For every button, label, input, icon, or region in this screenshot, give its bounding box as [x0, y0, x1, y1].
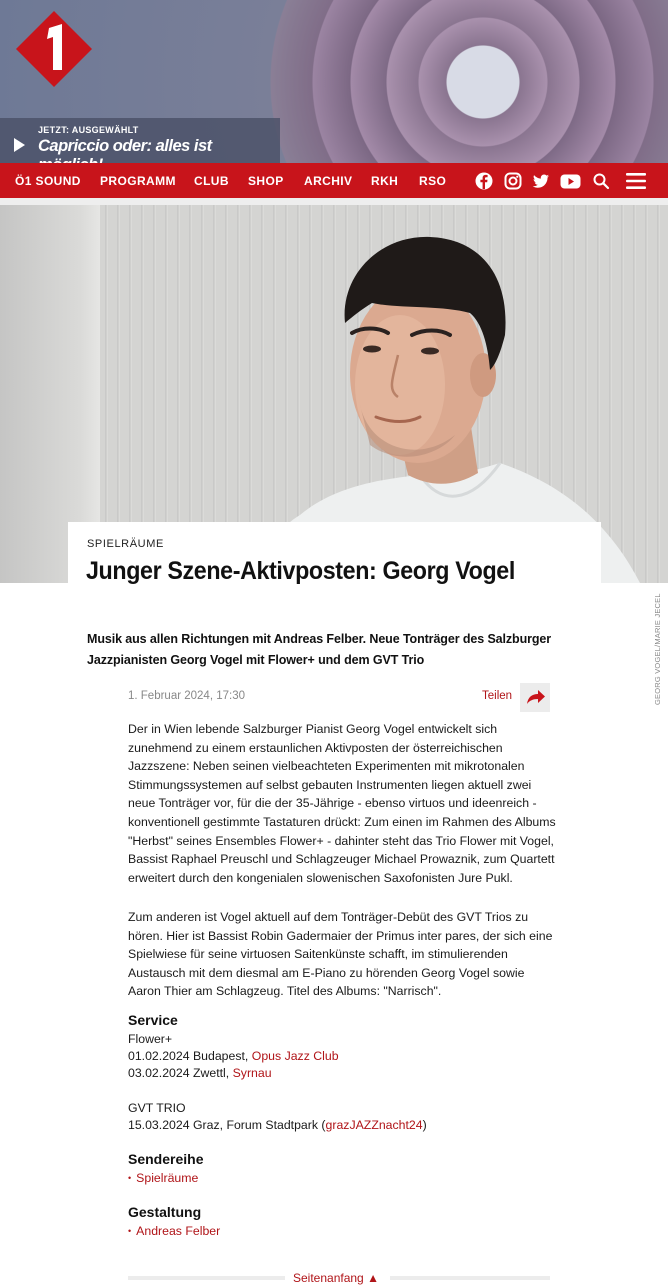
service-date-text: 03.02.2024 Zwettl, [128, 1066, 233, 1080]
gestaltung-link[interactable] [128, 1224, 220, 1238]
venue-link[interactable]: grazJAZZnacht24 [325, 1118, 423, 1132]
gestaltung-heading: Gestaltung [128, 1204, 202, 1220]
facebook-icon[interactable] [475, 172, 493, 190]
article-paragraph: Zum anderen ist Vogel aktuell auf dem Tonträger-Debüt des GVT Trios zu hören. Hier ist Bassist Robin Gadermaier der Primus inter pares, der sich eine Spielwiese für seine virtuosen Saitenkünste schafft, im stimulierenden Austausch mit dem diesmal am E-Piano zu hörenden Georg Vogel sowie Aaron Thier am Schlagzeug. Titel des Albums: "Narrisch". [128, 910, 553, 999]
article-date: 1. Februar 2024, 17:30 [128, 690, 245, 702]
play-icon[interactable] [14, 138, 25, 152]
search-icon[interactable] [592, 172, 610, 190]
nav-item-archiv[interactable]: ARCHIV [304, 174, 353, 188]
sendereihe-link-label[interactable]: Spielräume [136, 1171, 199, 1185]
service-date-line [128, 1049, 339, 1063]
gestaltung-link-label[interactable]: Andreas Felber [136, 1224, 221, 1238]
article-lead: Musik aus allen Richtungen mit Andreas Felber. Neue Tonträger des Salzburger Jazzpianisten Georg Vogel mit Flower+ und dem GVT Trio [87, 632, 552, 667]
oe1-logo[interactable] [15, 10, 93, 88]
article-paragraph: Der in Wien lebende Salzburger Pianist Georg Vogel entwickelt sich zunehmend zu einem erstaunlichen Aktivposten der österreichischen Jazzszene: Neben seinen vielbeachteten Experimenten mit mikrotonalen Stimmungssystemen auf selbst gebauten Instrumenten liegen aktuell zwei neue Tonträger vor, für die der 35-Jährige - ebenso virtuos und ideenreich - konventionell gestimmte Tastaturen drückt: Zum einen im Rahmen des Albums "Herbst" seines Ensembles Flower+ - dahinter steht das Trio Flower mit Vogel, Bassist Raphael Preuschl und Schlagzeuger Michael Prowaznik, zum Quartett erweitert durch den kongenialen slowenischen Saxofonisten Jure Pukl. [128, 722, 556, 885]
nav-item-shop[interactable]: SHOP [248, 174, 284, 188]
bullet-icon: • [128, 1226, 132, 1236]
photo-credit: GEORG VOGEL/MARIE JECEL [653, 593, 662, 705]
nav-item-programm[interactable]: PROGRAMM [100, 174, 176, 188]
venue-link[interactable]: Opus Jazz Club [251, 1049, 339, 1063]
service-date-line [128, 1118, 427, 1132]
service-group-title: Flower+ [128, 1032, 173, 1046]
nav-item-oe1-sound[interactable]: Ö1 SOUND [15, 174, 81, 188]
back-to-top-link[interactable]: Seitenanfang ▲ [293, 1271, 379, 1285]
service-date-text: 15.03.2024 Graz, Forum Stadtpark ( [128, 1118, 326, 1132]
article-title: Junger Szene-Aktivposten: Georg Vogel [86, 557, 515, 585]
youtube-icon[interactable] [560, 172, 581, 190]
sendereihe-link[interactable] [128, 1171, 198, 1185]
article-rubric[interactable]: SPIELRÄUME [87, 538, 164, 550]
menu-icon[interactable] [625, 171, 647, 191]
service-date-line [128, 1066, 272, 1080]
instagram-icon[interactable] [504, 172, 522, 190]
service-group-title: GVT TRIO [128, 1101, 186, 1115]
divider [390, 1276, 550, 1280]
nav-item-rkh[interactable]: RKH [371, 174, 399, 188]
twitter-icon[interactable] [532, 172, 550, 190]
venue-link[interactable]: Syrnau [232, 1066, 272, 1080]
service-heading: Service [128, 1012, 178, 1028]
nav-item-club[interactable]: CLUB [194, 174, 229, 188]
main-navigation [0, 163, 668, 198]
nav-divider [0, 198, 668, 205]
now-playing-bar[interactable] [0, 118, 280, 163]
nav-item-rso[interactable]: RSO [419, 174, 447, 188]
sendereihe-heading: Sendereihe [128, 1151, 204, 1167]
divider [128, 1276, 285, 1280]
share-arrow-icon [520, 683, 550, 712]
bullet-icon: • [128, 1173, 132, 1183]
share-link[interactable]: Teilen [482, 690, 513, 702]
now-playing-label: JETZT: AUSGEWÄHLT [38, 125, 139, 135]
share-button[interactable] [520, 683, 550, 712]
now-playing-title[interactable]: Capriccio oder: alles ist [38, 137, 212, 155]
header-banner [0, 0, 668, 163]
service-date-text: 01.02.2024 Budapest, [128, 1049, 252, 1063]
service-date-text: ) [422, 1118, 427, 1132]
